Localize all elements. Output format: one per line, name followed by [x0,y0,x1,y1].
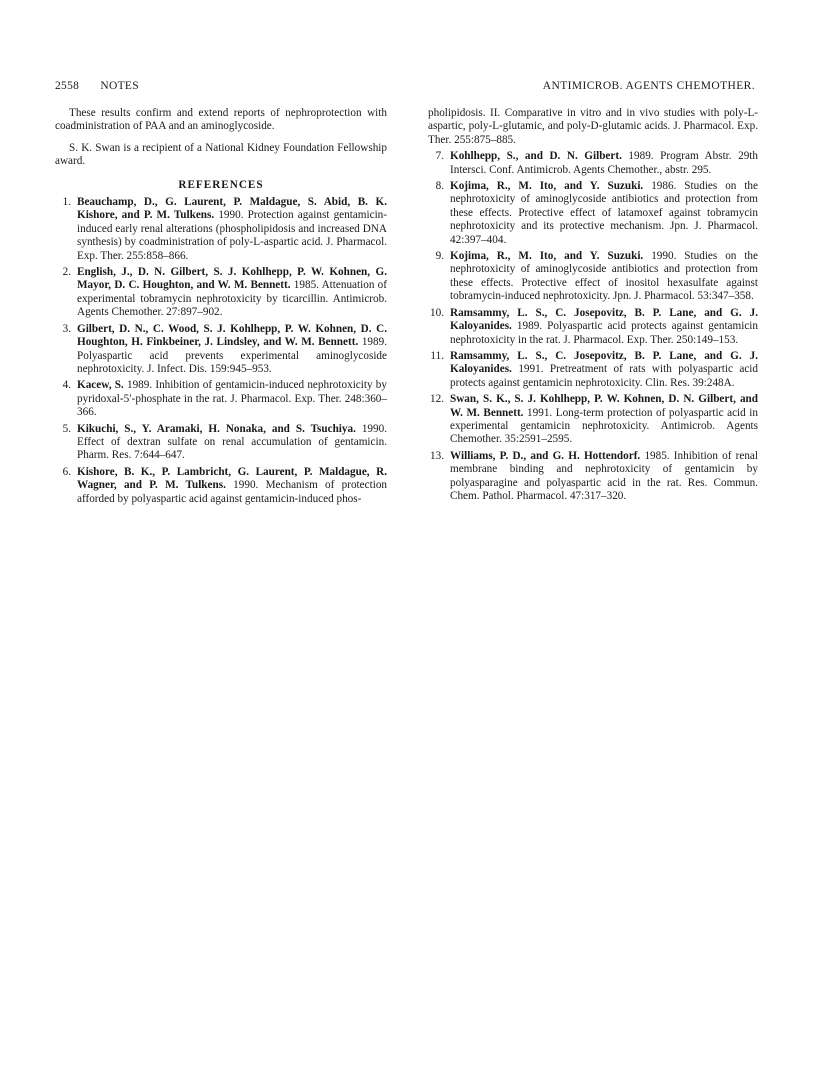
journal-name: ANTIMICROB. AGENTS CHEMOTHER. [542,80,755,92]
reference-number: 5. [62,422,71,435]
reference-entry [428,450,758,504]
reference-number: 3. [62,322,71,335]
reference-number: 2. [62,266,71,279]
reference-authors: English, J., D. N. Gilbert, S. J. Kohlhepp, P. W. Kohnen, G. Mayor, D. C. Houghton, and W. M. Bennett. [77,266,387,292]
reference-authors: Ramsammy, L. S., C. Josepovitz, B. P. Lane, and G. J. Kaloyanides. [450,349,758,376]
reference-authors: Kojima, R., M. Ito, and Y. Suzuki. [450,180,644,193]
reference-authors: Kojima, R., M. Ito, and Y. Suzuki. [450,250,644,263]
reference-entry [55,466,387,506]
reference-text: 1991. Pretreatment of rats with polyaspartic acid protects against gentamicin nephrotoxicity. Clin. Res. 39:248A. [450,363,759,389]
reference-entry [55,266,387,320]
reference-text: 1989. Inhibition of gentamicin-induced nephrotoxicity by pyridoxal-5′-phosphate in the rat. J. Pharmacol. Exp. Ther. 248:360–366. [77,379,387,419]
reference-authors: Kohlhepp, S., and D. N. Gilbert. [450,150,622,163]
reference-number: 9. [435,250,444,263]
reference-text: 1986. Studies on the nephrotoxicity of aminoglycoside antibiotics and protection from these effects. Protective effect of latamoxef against tobramycin nephrotoxicity and its protective mechanism. Jpn. J. Pharmacol. 42:397–404. [450,180,758,246]
reference-authors: Swan, S. K., S. J. Kohlhepp, P. W. Kohnen, D. N. Gilbert, and W. M. Bennett. [450,393,758,419]
reference-text: 1990. Studies on the nephrotoxicity of aminoglycoside antibiotics and protection from these effects. Protective effect of inositol hexasulfate against tobramycin-induced nephrotoxicity. Jpn. J. Pharmacol. 53:347–358. [450,250,758,303]
reference-authors: Gilbert, D. N., C. Wood, S. J. Kohlhepp, P. W. Kohnen, D. C. Houghton, H. Finkbeiner, J. Lindsley, and W. M. Bennett. [77,322,387,349]
reference-text: 1985. Inhibition of renal membrane binding and nephrotoxicity of gentamicin by polyasparagine and polyaspartic acid in the rat. Res. Commun. Chem. Pathol. Pharmacol. 47:317–320. [450,449,759,502]
reference-text: 1990. Mechanism of protection afforded by polyaspartic acid against gentamicin-induced phos- [77,479,388,505]
reference-number: 11. [430,349,444,362]
reference-continuation: pholipidosis. II. Comparative in vitro and in vivo studies with poly-L-aspartic, poly-L-glutamic, and poly-D-glutamic acids. J. Pharmacol. Exp. Ther. 255:875–885. [428,107,758,146]
reference-authors: Kishore, B. K., P. Lambricht, G. Laurent, P. Maldague, R. Wagner, and P. M. Tulkens. [77,465,387,492]
reference-list-left [55,196,387,506]
reference-text: 1990. Protection against gentamicin-induced early renal alterations (phospholipidosis and increased DNA synthesis) by coadministration of poly-L-aspartic acid. J. Pharmacol. Exp. Ther. 255:858–866. [77,209,387,262]
reference-entry [428,307,758,347]
references-heading: REFERENCES [178,178,264,191]
reference-entry [428,250,758,304]
reference-entry [428,180,758,247]
conclusion-paragraph: These results confirm and extend reports of nephroprotection with coadministration of PAA and an aminoglycoside. [55,107,387,133]
reference-number: 12. [430,393,444,406]
reference-text: 1989. Program Abstr. 29th Intersci. Conf. Antimicrob. Agents Chemother., abstr. 295. [450,150,759,176]
reference-authors: Ramsammy, L. S., C. Josepovitz, B. P. Lane, and G. J. Kaloyanides. [450,306,758,333]
reference-entry [55,196,387,263]
reference-entry [428,350,758,390]
reference-text: 1991. Long-term protection of polyaspartic acid in experimental gentamicin nephrotoxicity. Antimicrob. Agents Chemother. 35:2591–2595. [450,406,758,446]
left-column [55,107,387,509]
reference-number: 10. [430,306,444,319]
reference-number: 6. [62,465,71,478]
reference-authors: Beauchamp, D., G. Laurent, P. Maldague, S. Abid, B. K. Kishore, and P. M. Tulkens. [77,196,387,222]
reference-authors: Kikuchi, S., Y. Aramaki, H. Nonaka, and S. Tsuchiya. [77,422,356,435]
reference-entry [428,393,758,447]
reference-text: 1989. Polyaspartic acid prevents experimental aminoglycoside nephrotoxicity. J. Infect. Dis. 159:945–953. [77,336,387,375]
reference-list-right [428,150,758,503]
reference-number: 1. [62,196,71,209]
reference-entry [55,423,387,463]
running-header [55,80,755,96]
reference-number: 7. [435,150,444,163]
reference-number: 8. [435,180,444,193]
right-column [428,107,758,506]
acknowledgment-paragraph: S. K. Swan is a recipient of a National Kidney Foundation Fellowship award. [55,141,387,168]
reference-entry [55,379,387,419]
reference-entry [428,150,758,177]
reference-text: 1985. Attenuation of experimental tobramycin nephrotoxicity by ticarcillin. Antimicrob. Agents Chemother. 27:897–902. [77,279,388,319]
header-left [55,80,157,92]
reference-entry [55,323,387,377]
reference-number: 13. [430,449,444,462]
reference-authors: Williams, P. D., and G. H. Hottendorf. [450,449,641,462]
page-number: 2558 [55,80,80,92]
reference-text: 1990. Effect of dextran sulfate on renal accumulation of gentamicin. Pharm. Res. 7:644–647. [77,422,387,462]
section-title: NOTES [100,80,139,92]
reference-number: 4. [62,379,71,392]
reference-text: 1989. Polyaspartic acid protects against gentamicin nephrotoxicity in the rat. J. Pharmacol. Exp. Ther. 250:149–153. [450,320,759,346]
reference-authors: Kacew, S. [77,379,124,392]
